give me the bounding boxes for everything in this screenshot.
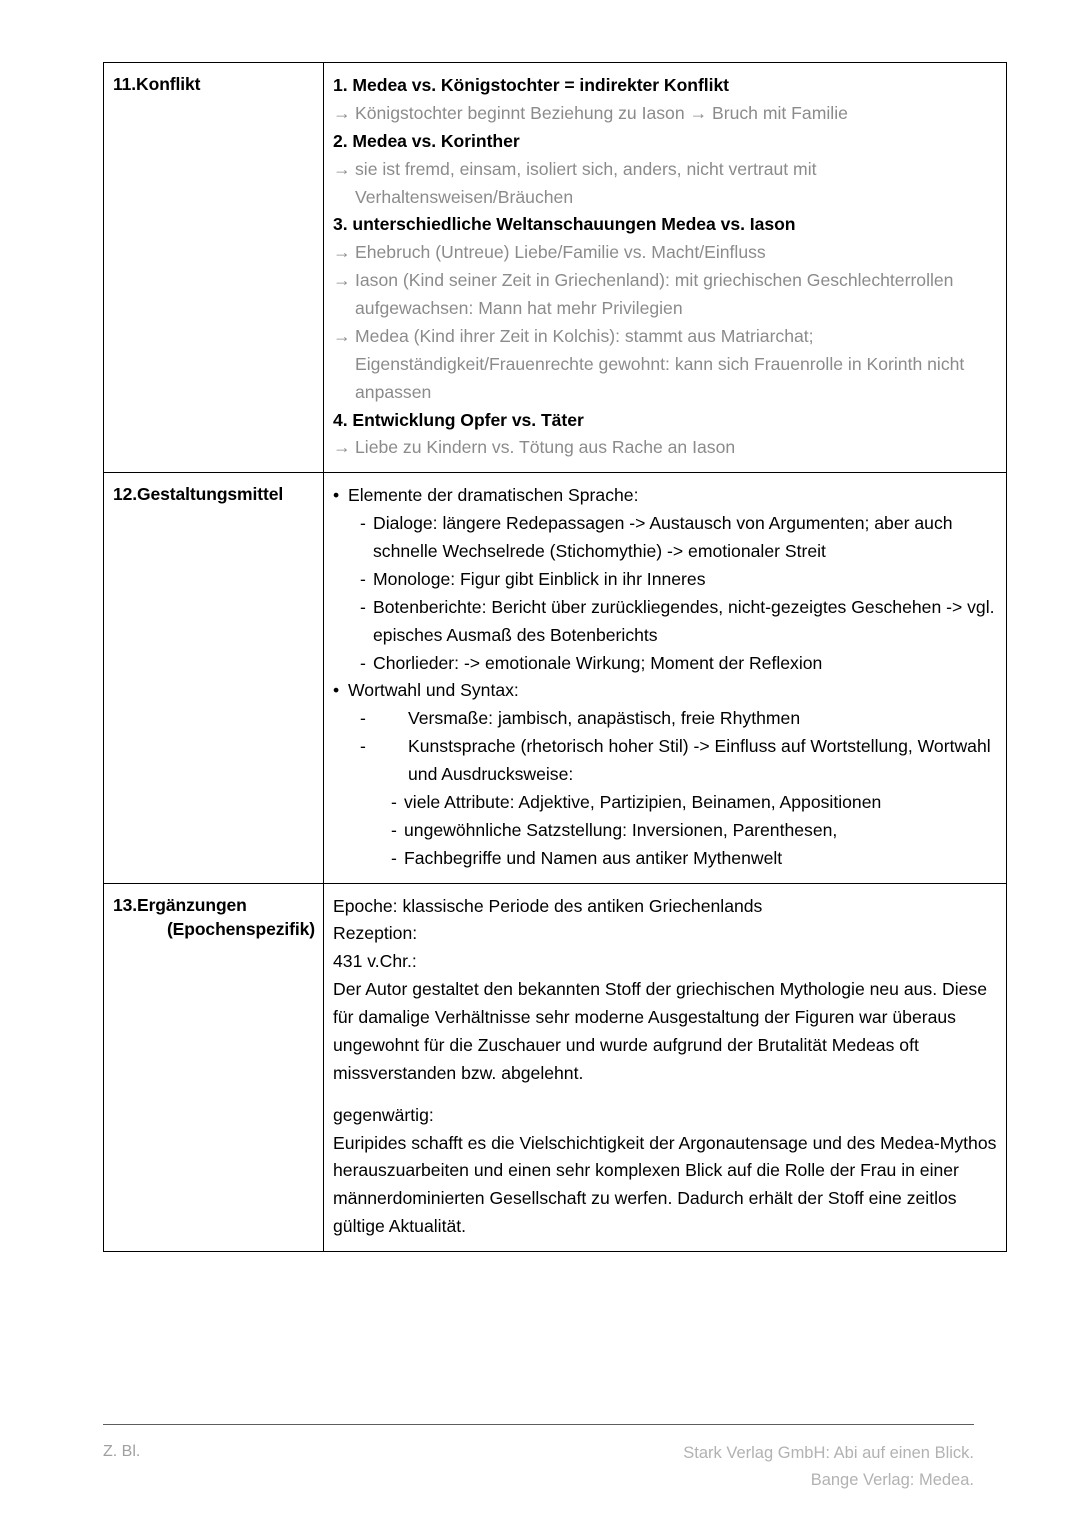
syntax-subitem-1-text: Versmaße: jambisch, anapästisch, freie Rhythmen — [408, 708, 801, 729]
footer-source-line-1: Stark Verlag GmbH: Abi auf einen Blick. — [683, 1444, 974, 1462]
row-label-gestaltungsmittel: 12.Gestaltungsmittel — [113, 484, 284, 505]
conflict-detail-2 — [333, 156, 998, 212]
conflict-detail-4-text: Iason (Kind seiner Zeit in Griechenland): mit griechischen Geschlechterrollen aufgewachsen: Mann hat mehr Privilegien — [355, 270, 959, 318]
table-row — [104, 473, 1007, 883]
table-row — [104, 63, 1007, 473]
conflict-detail-4 — [333, 267, 998, 323]
arrow-right-icon: → — [333, 270, 351, 291]
conflict-detail-3 — [333, 239, 998, 267]
reception-date: 431 v.Chr.: — [333, 951, 417, 972]
dash-icon: - — [360, 568, 366, 589]
syntax-detail-3-text: Fachbegriffe und Namen aus antiker Mythenwelt — [404, 847, 783, 868]
syntax-subitem-1 — [333, 705, 998, 733]
footer-source-credits — [683, 1440, 974, 1493]
conflict-heading-3: 3. unterschiedliche Weltanschauungen Medea vs. Iason — [333, 214, 796, 235]
dash-icon: - — [391, 819, 397, 840]
arrow-right-icon: → — [333, 325, 351, 346]
syntax-detail-1 — [333, 789, 998, 817]
table-body — [104, 63, 1007, 1252]
arrow-right-icon: → — [333, 437, 351, 458]
conflict-detail-2-text: sie ist fremd, einsam, isoliert sich, anders, nicht vertraut mit Verhaltensweisen/Bräuchen — [355, 158, 822, 207]
footer-source-line-2: Bange Verlag: Medea. — [810, 1470, 974, 1489]
conflict-heading-4: 4. Entwicklung Opfer vs. Täter — [333, 409, 584, 430]
dash-icon: - — [360, 513, 366, 534]
dash-icon: - — [360, 736, 366, 757]
syntax-detail-2-text: ungewöhnliche Satzstellung: Inversionen, Parenthesen, — [404, 819, 838, 840]
criteria-table — [103, 62, 1007, 1252]
stylistic-subitem-4 — [333, 650, 998, 678]
epoch-line: Epoche: klassische Periode des antiken Griechenlands — [333, 895, 763, 916]
dash-icon: - — [360, 596, 366, 617]
conflict-detail-5 — [333, 323, 998, 407]
reception-label: Rezeption: — [333, 923, 418, 944]
conflict-heading-2: 2. Medea vs. Korinther — [333, 130, 520, 151]
stylistic-bullet-1 — [333, 482, 998, 510]
reception-historic-paragraph: Der Autor gestaltet den bekannten Stoff der griechischen Mythologie neu aus. Diese für damalige Verhältnisse sehr moderne Ausgestaltung der Figuren war überaus ungewohnt für die Zuschauer und wurde aufgrund der Brutalität Medeas oft missverstanden bzw. abgelehnt. — [333, 979, 992, 1083]
conflict-detail-6 — [333, 434, 998, 462]
table-row — [104, 883, 1007, 1252]
dash-icon: - — [360, 652, 366, 673]
paragraph-spacer — [333, 1088, 998, 1102]
bullet-dot-icon: • — [333, 680, 340, 701]
row-label-cell-ergaenzungen — [104, 883, 324, 1252]
footer-left-note: Z. Bl. — [103, 1443, 141, 1460]
conflict-detail-1 — [333, 100, 998, 128]
stylistic-subitem-1-text: Dialoge: längere Redepassagen -> Austausch von Argumenten; aber auch schnelle Wechselrede (Stichomythie) -> emotionaler Streit — [373, 513, 958, 561]
conflict-detail-3-text: Ehebruch (Untreue) Liebe/Familie vs. Macht/Einfluss — [355, 242, 766, 263]
row-content-cell-gestaltungsmittel — [324, 473, 1007, 883]
stylistic-subitem-2-text: Monologe: Figur gibt Einblick in ihr Inneres — [373, 568, 706, 589]
row-label-ergaenzungen-sub: (Epochenspezifik) — [166, 919, 315, 940]
conflict-detail-1-text: Königstochter beginnt Beziehung zu Iason → Bruch mit Familie — [355, 102, 848, 123]
dash-icon: - — [360, 708, 366, 729]
stylistic-bullet-1-text: Elemente der dramatischen Sprache: — [348, 485, 639, 506]
stylistic-subitem-4-text: Chorlieder: -> emotionale Wirkung; Moment der Reflexion — [373, 652, 823, 673]
syntax-subitem-2 — [333, 733, 998, 789]
reception-present-paragraph: Euripides schafft es die Vielschichtigkeit der Argonautensage und des Medea-Mythos herauszuarbeiten und einen sehr komplexen Blick auf die Rolle der Frau in einer männerdominierten Gesellschaft zu werfen. Dadurch erhält der Stoff eine zeitlos gültige Aktualität. — [333, 1132, 1002, 1237]
row-label-ergaenzungen-main: 13.Ergänzungen — [113, 894, 247, 915]
bullet-dot-icon: • — [333, 485, 340, 506]
stylistic-bullet-2 — [333, 677, 998, 705]
footer-divider — [103, 1424, 974, 1425]
dash-icon: - — [391, 791, 397, 812]
arrow-right-icon: → — [333, 242, 351, 263]
syntax-detail-3 — [333, 845, 998, 873]
stylistic-subitem-1 — [333, 510, 998, 566]
row-label-cell-gestaltungsmittel — [104, 473, 324, 883]
row-label-ergaenzungen — [113, 893, 317, 943]
conflict-detail-6-text: Liebe zu Kindern vs. Tötung aus Rache an Iason — [355, 437, 736, 458]
row-content-cell-konflikt — [324, 63, 1007, 473]
conflict-heading-1: 1. Medea vs. Königstochter = indirekter Konflikt — [333, 75, 729, 95]
stylistic-subitem-3-text: Botenberichte: Bericht über zurückliegendes, nicht-gezeigtes Geschehen -> vgl. episches Ausmaß des Botenberichts — [373, 596, 1000, 645]
row-label-konflikt: 11.Konflikt — [113, 74, 201, 94]
syntax-subitem-2-text: Kunstsprache (rhetorisch hoher Stil) -> Einfluss auf Wortstellung, Wortwahl und Ausdrucksweise: — [408, 736, 996, 784]
dash-icon: - — [391, 847, 397, 868]
present-label: gegenwärtig: — [333, 1104, 434, 1125]
arrow-right-icon: → — [333, 158, 351, 179]
stylistic-subitem-2 — [333, 566, 998, 594]
conflict-detail-5-text: Medea (Kind ihrer Zeit in Kolchis): stammt aus Matriarchat; Eigenständigkeit/Frauenrechte gewohnt: kann sich Frauenrolle in Korinth nicht anpassen — [355, 325, 970, 402]
stylistic-bullet-2-text: Wortwahl und Syntax: — [348, 680, 519, 701]
syntax-detail-1-text: viele Attribute: Adjektive, Partizipien, Beinamen, Appositionen — [404, 791, 882, 812]
row-content-cell-ergaenzungen — [324, 883, 1007, 1252]
row-label-cell-konflikt — [104, 63, 324, 473]
arrow-right-icon: → — [333, 102, 351, 123]
stylistic-subitem-3 — [333, 594, 998, 650]
syntax-detail-2 — [333, 817, 998, 845]
